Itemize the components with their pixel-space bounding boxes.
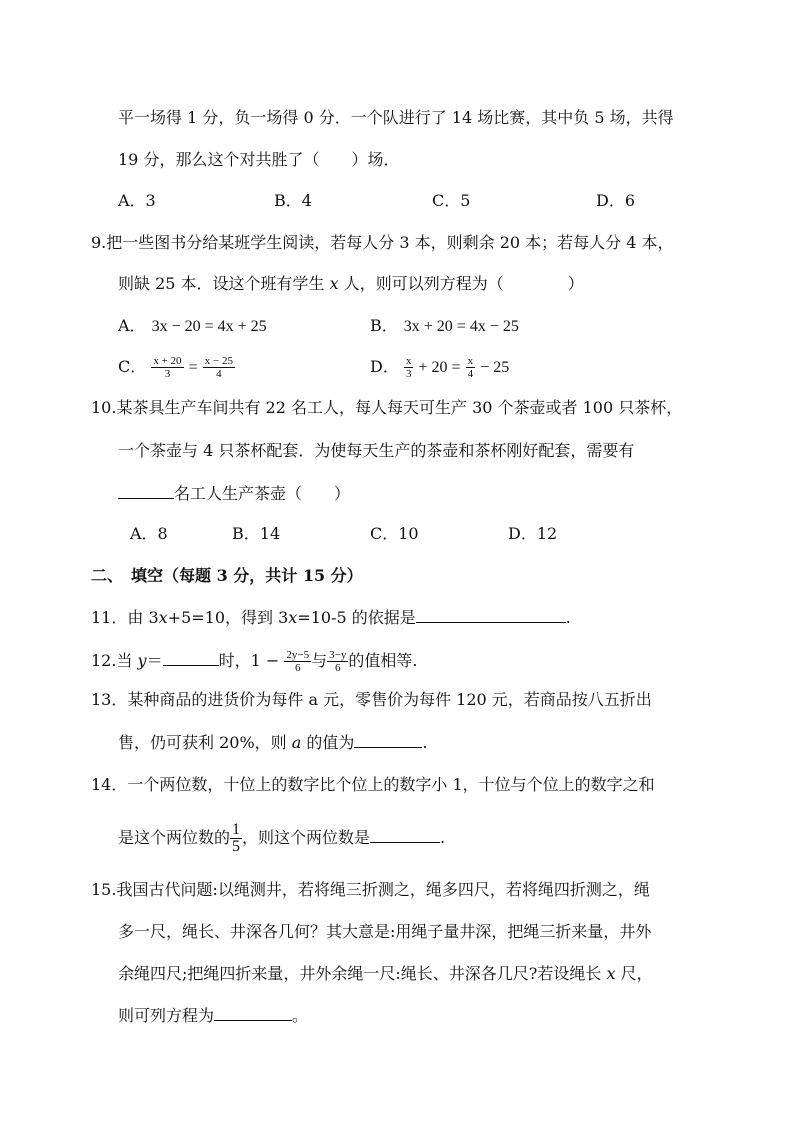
fraction-denominator: 3 [164,368,171,380]
fraction-denominator: 4 [467,368,474,380]
q15-line3-text-a: 余绳四尺;把绳四折来量，井外余绳一尺:绳长、井深各几尺?若设绳长 [118,964,607,983]
q12-mid: 与 [311,651,328,670]
fraction-numerator: x − 25 [204,355,233,367]
q14-line2-text-b: ，则这个两位数是 [242,828,371,847]
q15-line1: 15.我国古代问题:以绳测井，若将绳三折测之，绳多四尺，若将绳四折测之，绳 [91,880,650,899]
answer-blank[interactable] [214,1004,292,1021]
q9-option-d-fraction-2 [466,355,476,380]
q9-option-d-label: D． [370,357,399,376]
q9-option-d-middle: + 20 = [418,359,461,376]
answer-blank[interactable] [118,482,174,499]
q13-var-a: a [291,733,302,752]
q11-text-a: 11．由 3 [91,608,159,627]
q9-option-d-fraction-1 [404,355,414,380]
q13-line2 [118,731,427,754]
q9-option-b-label: B． [370,316,398,335]
answer-blank[interactable] [370,826,440,843]
q11-text-b: +5=10，得到 3 [167,608,289,627]
q14-end: . [440,828,446,847]
q9-option-c-label: C． [118,357,147,376]
q15-line2: 多一尺，绳长、井深各几何？其大意是:用绳子量井深，把绳三折来量，井外 [118,922,652,941]
fraction-denominator: 5 [232,838,241,855]
q13-end: . [422,733,428,752]
q10-option-b: B．14 [232,524,281,543]
answer-blank[interactable] [163,649,219,666]
q10-option-a: A．8 [130,524,168,543]
q9-option-c-fraction-1 [151,355,183,380]
q12-fraction-2 [327,649,348,674]
q14-line1: 14．一个两位数，十位上的数字比个位上的数字小 1，十位与个位上的数字之和 [91,775,655,794]
q9-option-b-equation: 3x + 20 = 4x − 25 [403,318,519,335]
fraction-numerator: 3−y [329,649,347,661]
q15-line3-text-b: 尺， [615,964,653,983]
q10-line1: 10.某茶具生产车间共有 22 名工人，每人每天可生产 30 个茶壶或者 100 只茶杯， [91,398,683,417]
q12-text-b: ＝ [146,651,163,670]
q9-option-d [370,347,509,388]
fraction-numerator: 2y−5 [286,649,310,661]
q14-line2-text-a: 是这个两位数的 [118,828,231,847]
fraction-denominator: 6 [294,662,301,674]
q11-end: . [565,608,571,627]
q15-line3 [118,963,653,985]
q8-option-a: A．3 [118,191,156,210]
answer-blank[interactable] [416,606,566,623]
q8-line1: 平一场得 1 分，负一场得 0 分．一个队进行了 14 场比赛，其中负 5 场，共得 [118,108,674,127]
fraction-numerator: x [405,355,412,367]
q9-option-a-label: A． [118,316,146,335]
section-title: 二、 填空（每题 3 分，共计 15 分） [91,566,363,585]
q9-option-c [118,347,235,388]
q15-end: 。 [292,1006,309,1025]
fraction-numerator: 1 [232,821,241,838]
q12-var-y: y [137,651,147,670]
q8-option-b: B．4 [274,191,312,210]
q11-line [91,606,571,629]
fraction-denominator: 4 [216,368,222,380]
q10-option-d: D．12 [508,524,558,543]
q10-option-c: C．10 [370,524,419,543]
q11-text-c: =10-5 的依据是 [297,608,416,627]
q8-line2: 19 分，那么这个对共胜了（ ）场． [118,150,400,169]
q9-var-x: x [329,274,339,293]
q10-line3 [118,482,350,505]
q12-fraction-1 [284,649,311,674]
q12-text-c: 时，1 − [218,651,285,670]
q9-option-a [118,315,267,338]
q9-option-a-equation: 3x − 20 = 4x + 25 [151,318,267,335]
q11-var-1: x [158,608,168,627]
q10-line2: 一个茶壶与 4 只茶杯配套．为使每天生产的茶壶和茶杯刚好配套，需要有 [118,441,635,460]
fraction-numerator: x [467,355,474,367]
q11-var-2: x [288,608,298,627]
q12-end: 的值相等. [348,651,418,670]
q13-line2-text-b: 的值为 [301,733,355,752]
fraction-denominator: 3 [405,368,412,380]
q9-line2-text-b: 人，则可以列方程为（ ） [338,274,584,293]
q8-option-d: D．6 [596,191,636,210]
q9-line2-text-a: 则缺 25 本．设这个班有学生 [118,274,330,293]
q15-line4-text: 则可列方程为 [118,1006,215,1025]
q13-line1: 13．某种商品的进货价为每件 a 元，零售价为每件 120 元，若商品按八五折出 [91,690,652,709]
answer-blank[interactable] [354,731,422,748]
q9-line1: 9.把一些图书分给某班学生阅读，若每人分 3 本，则剩余 20 本；若每人分 4 本， [91,233,674,252]
q9-line2 [118,273,584,295]
q14-fraction [230,822,242,855]
fraction-numerator: x + 20 [153,355,182,367]
q13-line2-text-a: 售，仍可获利 20%，则 [118,733,292,752]
q15-var-x: x [606,964,616,983]
q8-option-c: C．5 [432,191,471,210]
q9-option-c-fraction-2 [203,355,235,380]
q9-option-d-end: − 25 [480,359,510,376]
equals-sign: = [188,359,198,376]
q14-line2 [118,818,445,858]
q15-line4 [118,1004,308,1027]
fraction-denominator: 6 [334,662,341,674]
q10-line3-text: 名工人生产茶壶（ ） [174,484,351,503]
q12-text-a: 12.当 [91,651,138,670]
q12-line [91,643,417,679]
q9-option-b [370,315,519,338]
